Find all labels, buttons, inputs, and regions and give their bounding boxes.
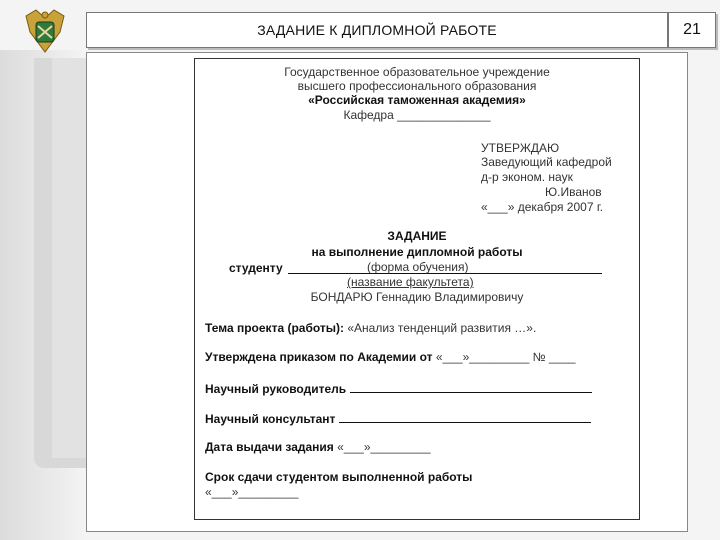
topic-label: Тема проекта (работы): [205,321,345,335]
study-form: (форма обучения) [367,260,469,274]
supervisor-label: Научный руководитель [205,382,347,396]
org-line-1: Государственное образовательное учреждение [284,65,550,79]
issue-date-value: «___»_________ [333,440,431,454]
task-subtitle: на выполнение дипломной работы [311,245,523,259]
deadline-value: «___»_________ [205,485,299,499]
student-label: студенту [229,261,283,275]
order-value: «___»_________ № ____ [432,350,576,364]
order-line [205,350,576,365]
department-line: Кафедра ______________ [343,108,491,122]
coat-of-arms-icon [18,6,72,58]
slide-title: ЗАДАНИЕ К ДИПЛОМНОЙ РАБОТЕ [257,22,497,38]
consultant-underline [339,410,591,423]
approve-role: Заведующий кафедрой [481,155,612,169]
approve-date: «___» декабря 2007 г. [481,200,604,214]
approve-degree: д-р эконом. наук [481,170,573,184]
page-number: 21 [668,12,716,48]
topic-value: «Анализ тенденций развития …». [344,321,537,335]
academy-name: «Российская таможенная академия» [308,93,526,107]
supervisor-line [205,380,592,397]
approve-name: Ю.Иванов [545,185,602,199]
org-line-2: высшего профессионального образования [297,79,537,93]
student-name: БОНДАРЮ Геннадию Владимировичу [310,290,524,304]
slide-title-bar [86,12,668,48]
consultant-line [205,410,591,427]
assignment-document [194,58,640,520]
order-label: Утверждена приказом по Академии от [205,350,433,364]
faculty-line: (название факультета) [347,275,474,289]
consultant-label: Научный консультант [205,412,336,426]
issue-date-line [205,440,431,455]
approve-title: УТВЕРЖДАЮ [481,141,560,155]
topic-line [205,321,536,336]
task-title: ЗАДАНИЕ [387,229,447,243]
issue-date-label: Дата выдачи задания [205,440,334,454]
supervisor-underline [350,380,592,393]
deadline-label: Срок сдачи студентом выполненной работы [205,470,473,484]
